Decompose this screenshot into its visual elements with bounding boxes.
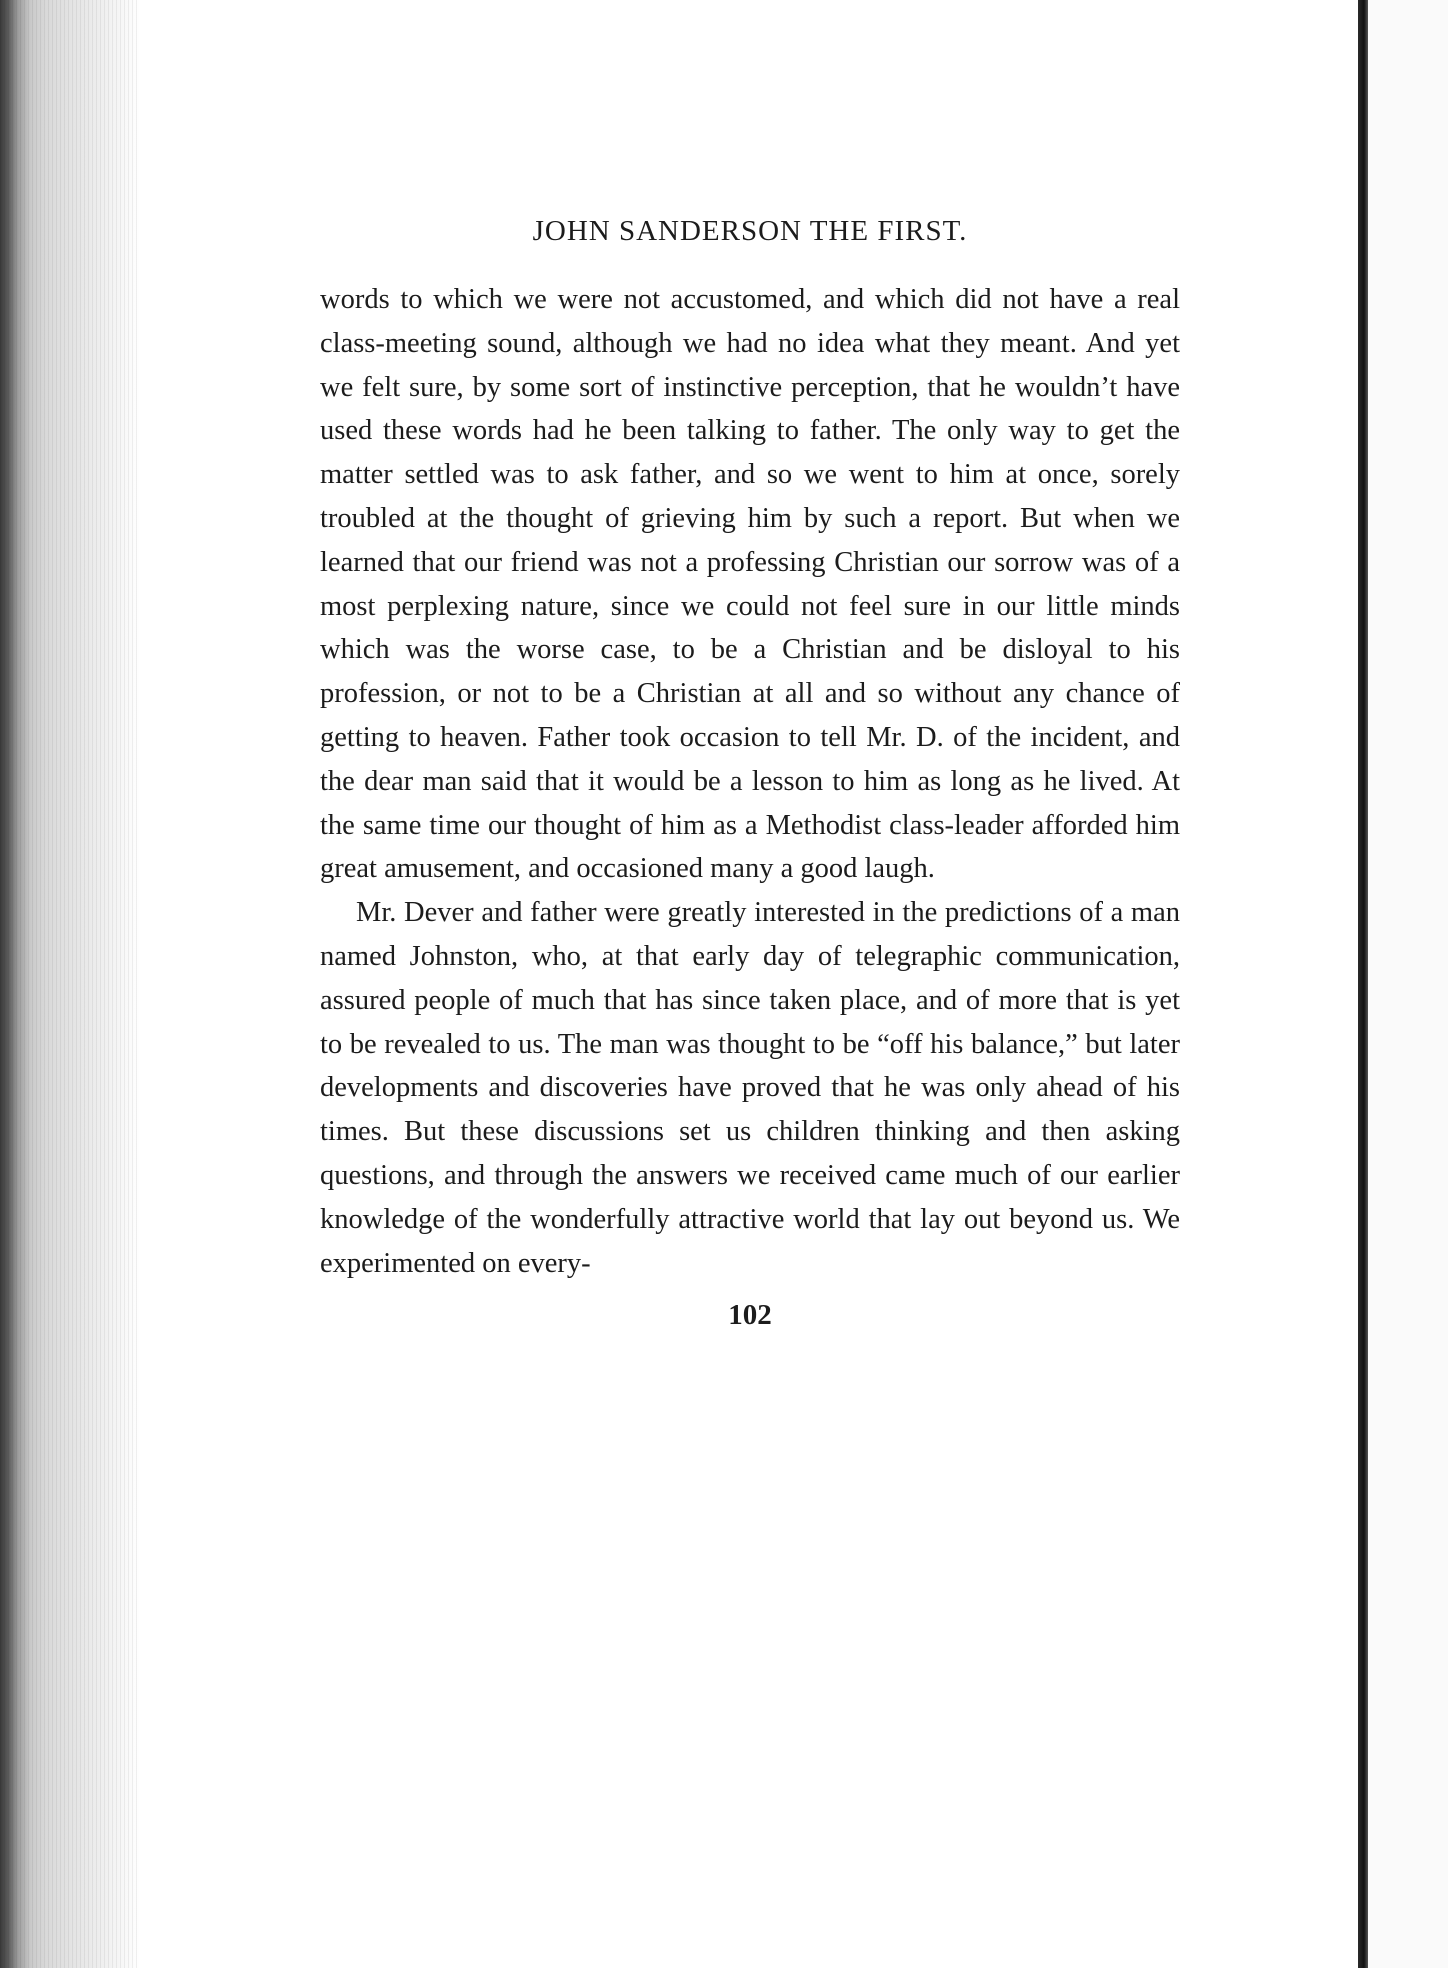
binding-shadow [1358,0,1368,1968]
paragraph-2: Mr. Dever and father were greatly interested in the predictions of a man named Johnston, who, at that early day of telegraphic communication, assured people of much that has since taken place, and of more that is yet to be revealed to us. The man was thought to be “off his balance,” but later developments and discoveries have proved that he was only ahead of his times. But these discussions set us children thinking and then asking questions, and through the answers we received came much of our earlier knowledge of the wonderfully attractive world that lay out beyond us. We experimented on every- [320,897,1180,1279]
book-page-edges [0,0,140,1968]
paragraph-1: words to which we were not accustomed, and which did not have a real class-meeting sound, although we had no idea what they meant. And yet we felt sure, by some sort of instinctive perception, that he wouldn’t have used these words had he been talking to father. The only way to get the matter settled was to ask father, and so we went to him at once, sorely troubled at the thought of grieving him by such a report. But when we learned that our friend was not a professing Christian our sorrow was of a most perplexing nature, since we could not feel sure in our little minds which was the worse case, to be a Christian and be disloyal to his profession, or not to be a Christian at all and so without any chance of getting to heaven. Father took occasion to tell Mr. D. of the incident, and the dear man said that it would be a lesson to him as long as he lived. At the same time our thought of him as a Methodist class-leader afforded him great amusement, and occasioned many a good laugh. [320,284,1180,885]
book-page [320,200,1180,1332]
running-head: JOHN SANDERSON THE FIRST. [532,215,968,247]
facing-page-edge [1358,0,1448,1968]
page-number: 102 [728,1299,772,1332]
facing-page-margin [1368,0,1448,1968]
